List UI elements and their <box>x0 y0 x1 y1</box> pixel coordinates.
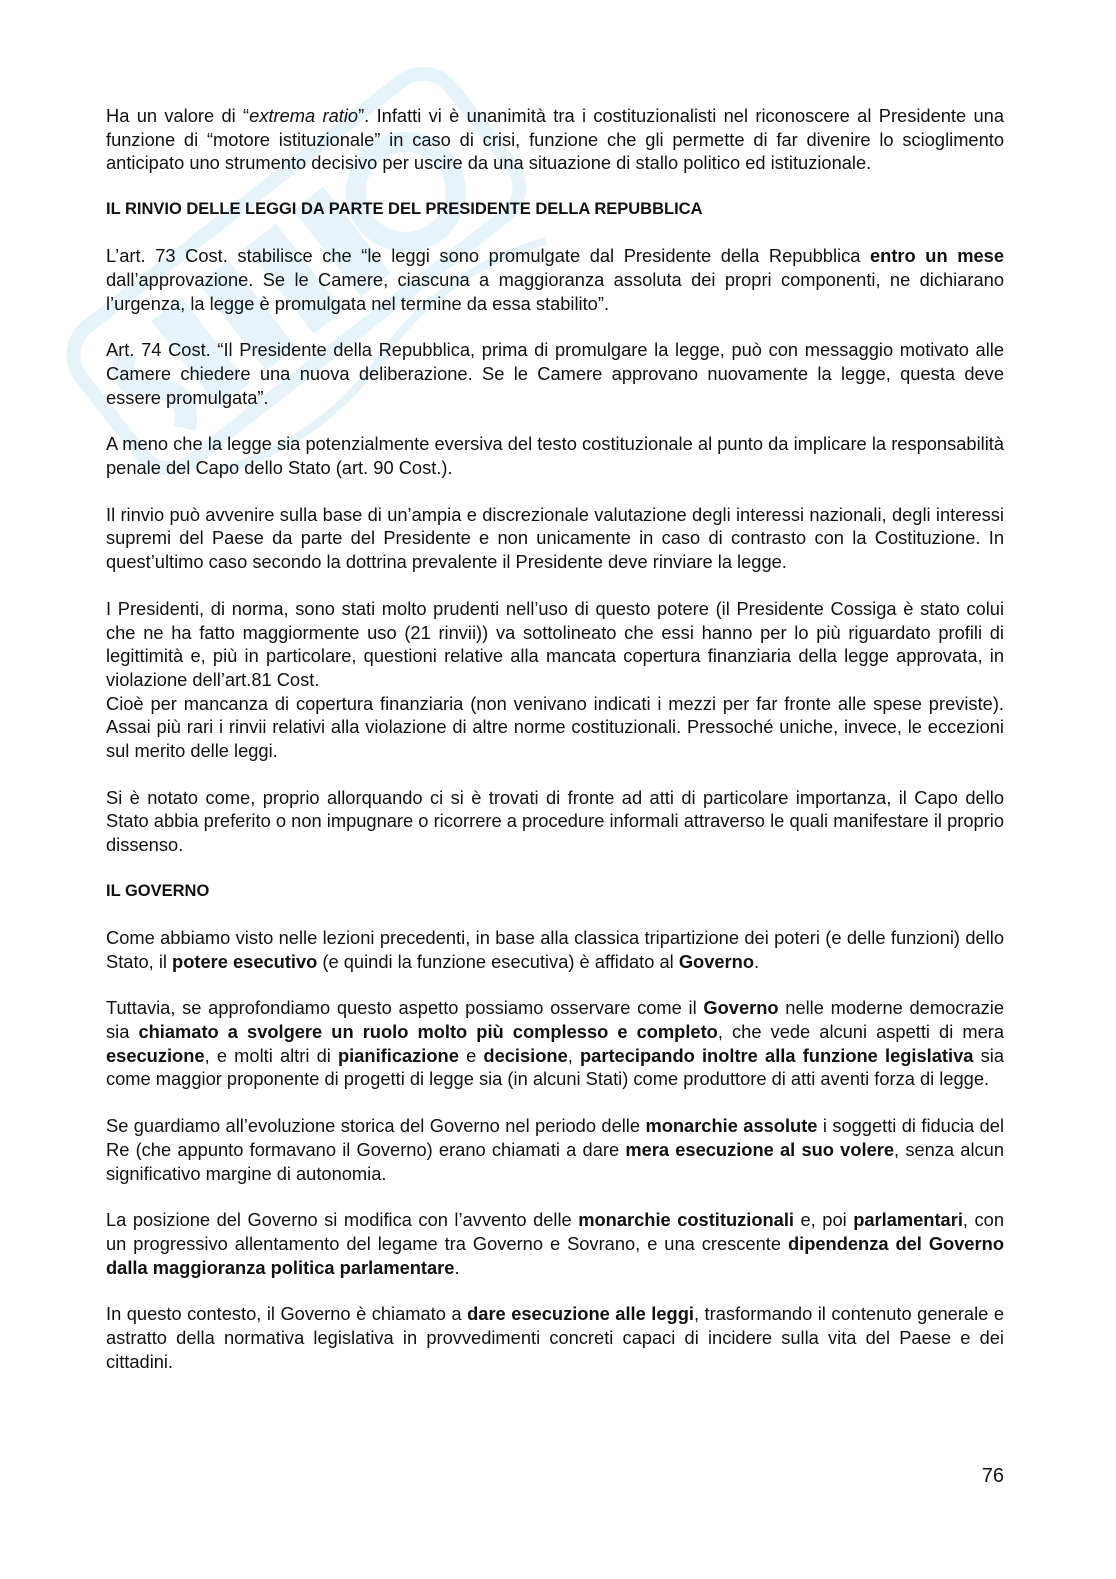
bold-text: dipendenza del Governo dalla maggioranza politica parlamentare <box>106 1232 1005 1278</box>
bold-text: entro un mese <box>870 245 1004 267</box>
paragraph <box>106 244 1004 315</box>
text-run: Si è notato come, proprio allorquando ci si è trovati di fronte ad atti di particolare importanza, il Capo dello Stato abbia preferito o non impugnare o ricorrere a procedure informali attraverso le quali manifestare il proprio dissenso. <box>106 786 1004 856</box>
document-page <box>106 104 1004 1373</box>
text-run: , trasformando il contenuto generale e astratto della normativa legislativa in provvedimenti concreti capaci di incidere sulla vita del Paese e dei cittadini. <box>106 1303 1004 1372</box>
paragraph <box>106 104 1004 175</box>
paragraph <box>106 996 1004 1091</box>
text-run: , <box>567 1044 581 1066</box>
text-run: sia come maggior proponente di progetti di legge sia (in alcuni Stati) come produttore di atti aventi forza di legge. <box>106 1044 1004 1090</box>
section-heading: IL GOVERNO <box>106 881 210 900</box>
page-number: 76 <box>981 1465 1004 1487</box>
text-run: Il rinvio può avvenire sulla base di un’ampia e discrezionale valutazione degli interessi nazionali, degli interessi supremi del Paese da parte del Presidente e non unicamente in caso di contrasto con la Costituzione. In quest’ultimo caso secondo la dottrina prevalente il Presidente deve rinviare la legge. <box>106 503 1004 573</box>
text-run: , e molti altri di <box>204 1044 338 1066</box>
text-run: I Presidenti, di norma, sono stati molto prudenti nell’uso di questo potere (il Presidente Cossiga è stato colui che ne ha fatto maggiormente uso (21 rinvii)) va sottolineato che essi hanno per lo più riguardato profili di legittimità e, più in particolare, questioni relative alla mancata copertura finanziaria della legge approvata, in violazione dell’art.81 Cost. <box>106 597 1004 690</box>
bold-text: monarchie assolute <box>645 1115 818 1137</box>
paragraph <box>106 786 1004 857</box>
text-run: L’art. 73 Cost. stabilisce che “le leggi sono promulgate dal Presidente della Repubblica <box>106 245 870 267</box>
text-run: Cioè per mancanza di copertura finanziaria (non venivano indicati i mezzi per far fronte alle spese previste). Assai più rari i rinvii relativi alla violazione di altre norme costituzionali. Pressoché uniche, invece, le eccezioni sul merito delle leggi. <box>106 692 1004 762</box>
text-run: Come abbiamo visto nelle lezioni precedenti, in base alla classica tripartizione dei poteri (e delle funzioni) dello Stato, il <box>106 926 1004 972</box>
text-run: nelle moderne democrazie sia <box>106 997 1004 1042</box>
text-run: Art. 74 Cost. “Il Presidente della Repubblica, prima di promulgare la legge, può con messaggio motivato alle Camere chiedere una nuova deliberazione. Se le Camere approvano nuovamente la legge, questa deve essere promulgata”. <box>106 339 1004 408</box>
text-run: , con un progressivo allentamento del legame tra Governo e Sovrano, e una crescente <box>106 1209 1004 1254</box>
paragraph <box>106 338 1004 409</box>
text-run: . <box>454 1256 460 1278</box>
paragraph <box>106 597 1004 692</box>
bold-text: decisione <box>483 1044 568 1066</box>
text-run: . <box>753 950 760 972</box>
text-run: In questo contesto, il Governo è chiamato a <box>106 1303 468 1325</box>
paragraph <box>106 1302 1004 1373</box>
italic-text: extrema ratio <box>249 105 359 126</box>
bold-text: partecipando inoltre alla funzione legislativa <box>580 1044 974 1066</box>
text-run: i soggetti di fiducia del Re (che appunto formavano il Governo) erano chiamati a dare <box>106 1115 1005 1160</box>
bold-text: potere esecutivo <box>172 950 318 972</box>
text-run: ”. Infatti vi è unanimità tra i costituzionalisti nel riconoscere al Presidente una funzione di “motore istituzionale” in caso di crisi, funzione che gli permette di far divenire lo scioglimento anticipato uno strumento decisivo per uscire da una situazione di stallo politico ed istituzionale. <box>106 105 1004 174</box>
text-run: (e quindi la funzione esecutiva) è affidato al <box>317 950 679 972</box>
paragraph <box>106 1114 1004 1185</box>
text-run: Se guardiamo all’evoluzione storica del Governo nel periodo delle <box>106 1115 646 1137</box>
bold-text: Governo <box>678 950 754 972</box>
paragraph <box>106 692 1004 763</box>
paragraph <box>106 1208 1004 1279</box>
bold-text: dare esecuzione alle leggi <box>467 1303 694 1325</box>
section-heading: IL RINVIO DELLE LEGGI DA PARTE DEL PRESIDENTE DELLA REPUBBLICA <box>106 200 703 219</box>
text-run: A meno che la legge sia potenzialmente eversiva del testo costituzionale al punto da implicare la responsabilità penale del Capo dello Stato (art. 90 Cost.). <box>106 433 1004 479</box>
bold-text: chiamato a svolgere un ruolo molto più complesso e completo <box>138 1020 718 1042</box>
paragraph <box>106 503 1004 574</box>
bold-text: monarchie costituzionali <box>578 1209 794 1231</box>
bold-text: Governo <box>703 997 779 1019</box>
bold-text: mera esecuzione al suo volere <box>625 1138 895 1160</box>
text-run: La posizione del Governo si modifica con l’avvento delle <box>106 1209 579 1231</box>
text-run: e <box>458 1044 484 1066</box>
text-run: dall’approvazione. Se le Camere, ciascuna a maggioranza assoluta dei propri componenti, ne dichiarano l’urgenza, la legge è promulgata nel termine da essa stabilito”. <box>106 268 1004 314</box>
text-run: e, poi <box>794 1209 854 1231</box>
text-run: , che vede alcuni aspetti di mera <box>717 1020 1004 1042</box>
bold-text: parlamentari <box>853 1209 963 1231</box>
text-run: Tuttavia, se approfondiamo questo aspetto possiamo osservare come il <box>106 997 704 1019</box>
bold-text: pianificazione <box>338 1044 459 1066</box>
text-run: Ha un valore di “ <box>106 105 250 126</box>
paragraph <box>106 926 1004 973</box>
text-run: , senza alcun significativo margine di autonomia. <box>106 1138 1005 1184</box>
paragraph <box>106 432 1004 479</box>
bold-text: esecuzione <box>106 1044 205 1066</box>
